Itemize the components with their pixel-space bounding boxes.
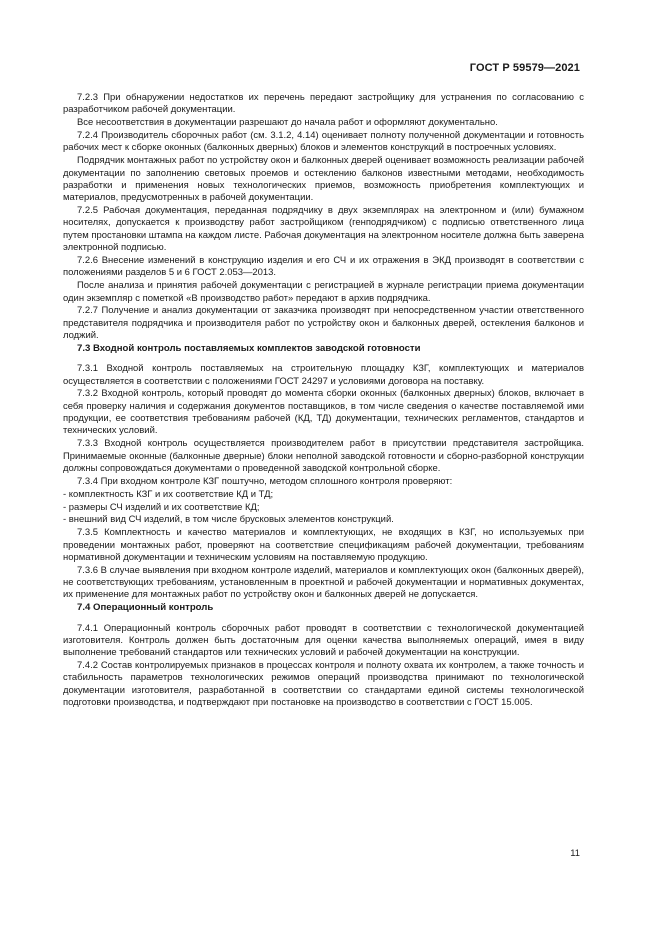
- paragraph-7-3-3: 7.3.3 Входной контроль осуществляется производителем работ в присутствии представителя застройщика. Принимаемые оконные (балконные дверные) блоки неполной заводской готовности и сборно-разборной конструкции должны сопровождаться документами о проведенной заводской контрольной сборке.: [63, 438, 584, 474]
- document-body: [63, 92, 584, 710]
- paragraph-7-3-5: 7.3.5 Комплектность и качество материалов и комплектующих, не входящих в КЗГ, но используемых при проведении монтажных работ, проверяют на соответствие спецификациям рабочей документации, требованиям нормативной документации и техническим условиям на поставляемую продукцию.: [63, 527, 584, 563]
- paragraph-7-2-5: 7.2.5 Рабочая документация, переданная подрядчику в двух экземплярах на электронном и (или) бумажном носителях, допускается к производству работ застройщиком (генподрядчиком) с подписью ответственного лица путем простановки штампа на каждом листе. Рабочая документация на электронном носителе должна быть заверена электронной подписью.: [63, 205, 584, 254]
- paragraph-contractor-assessment: Подрядчик монтажных работ по устройству окон и балконных дверей оценивает возможность реализации рабочей документации по заполнению световых проемов и остеклению балконов известными методами, необходимость разработки и применения новых технологических приемов, возможность приобретения комплектующих и материалов, предусмотренных в рабочей документации.: [63, 155, 584, 204]
- paragraph-7-3-4: 7.3.4 При входном контроле КЗГ поштучно, методом сплошного контроля проверяют:: [77, 475, 453, 487]
- section-title-7-4: 7.4 Операционный контроль: [77, 602, 214, 614]
- paragraph-7-2-3: 7.2.3 При обнаружении недостатков их перечень передают застройщику для устранения по согласованию с разработчиком рабочей документации.: [63, 92, 584, 116]
- list-item: - внешний вид СЧ изделий, в том числе брусковых элементов конструкций.: [63, 514, 394, 526]
- paragraph-7-3-6: 7.3.6 В случае выявления при входном контроле изделий, материалов и комплектующих окон (балконных дверей), не соответствующих требованиям, установленным в проектной и рабочей документации и нормативных документах, их применение для монтажных работ по устройству окон и балконных дверей не допускается.: [63, 564, 584, 601]
- list-item: - комплектность КЗГ и их соответствие КД и ТД;: [63, 488, 274, 500]
- paragraph-7-2-6: 7.2.6 Внесение изменений в конструкцию изделия и его СЧ и их отражения в ЭКД производят в соответствии с положениями разделов 5 и 6 ГОСТ 2.053—2013.: [63, 254, 584, 279]
- list-item: - размеры СЧ изделий и их соответствие КД;: [63, 501, 260, 513]
- paragraph-after-analysis: После анализа и принятия рабочей документации с регистрацией в журнале регистрации приема документации один экземпляр с пометкой «В производство работ» передают в архив подрядчика.: [63, 280, 584, 304]
- paragraph-7-4-1: 7.4.1 Операционный контроль сборочных работ проводят в соответствии с технологической документацией изготовителя. Контроль должен быть достаточным для оценки качества выполняемых операций, имея в виду выполнение требований стандартов или технических условий и рабочей документации на конструкции.: [63, 622, 584, 659]
- paragraph-7-3-2: 7.3.2 Входной контроль, который проводят до момента сборки оконных (балконных дверных) блоков, включает в себя проверку наличия и содержания документов поставщиков, в том числе сведения о качестве поставляемой ими продукции, ее соответствия требованиям рабочей (КД, ТД) документации, технических регламентов, стандартов и технических условий.: [63, 388, 584, 437]
- standard-code-header: ГОСТ Р 59579—2021: [469, 62, 580, 74]
- paragraph-7-2-4: 7.2.4 Производитель сборочных работ (см. 3.1.2, 4.14) оценивает полноту полученной документации и готовность рабочих мест к сборке оконных (балконных дверных) блоков и элементов конструкций в построечных условиях.: [63, 130, 584, 154]
- paragraph-7-2-7: 7.2.7 Получение и анализ документации от заказчика производят при непосредственном участии ответственного представителя подрядчика и производителя работ по устройству окон и балконных дверей, остекления балконов и лоджий.: [63, 305, 584, 342]
- paragraph-7-3-1: 7.3.1 Входной контроль поставляемых на строительную площадку КЗГ, комплектующих и материалов осуществляется в соответствии с положениями ГОСТ 24297 и условиями договора на поставку.: [63, 363, 584, 387]
- paragraph-7-4-2: 7.4.2 Состав контролируемых признаков в процессах контроля и полноту охвата их контролем, а также точность и стабильность параметров технологических режимов операций производства принимают по технологической документации изготовителя, разработанной в соответствии со стандартами единой системы технологической подготовки производства, и подтверждают при постановке на производство в соответствии с ГОСТ 15.005.: [63, 660, 584, 709]
- paragraph-discrepancies: Все несоответствия в документации разрешают до начала работ и оформляют документально.: [77, 117, 498, 129]
- section-title-7-3: 7.3 Входной контроль поставляемых комплектов заводской готовности: [77, 342, 421, 354]
- page-number: 11: [570, 847, 580, 858]
